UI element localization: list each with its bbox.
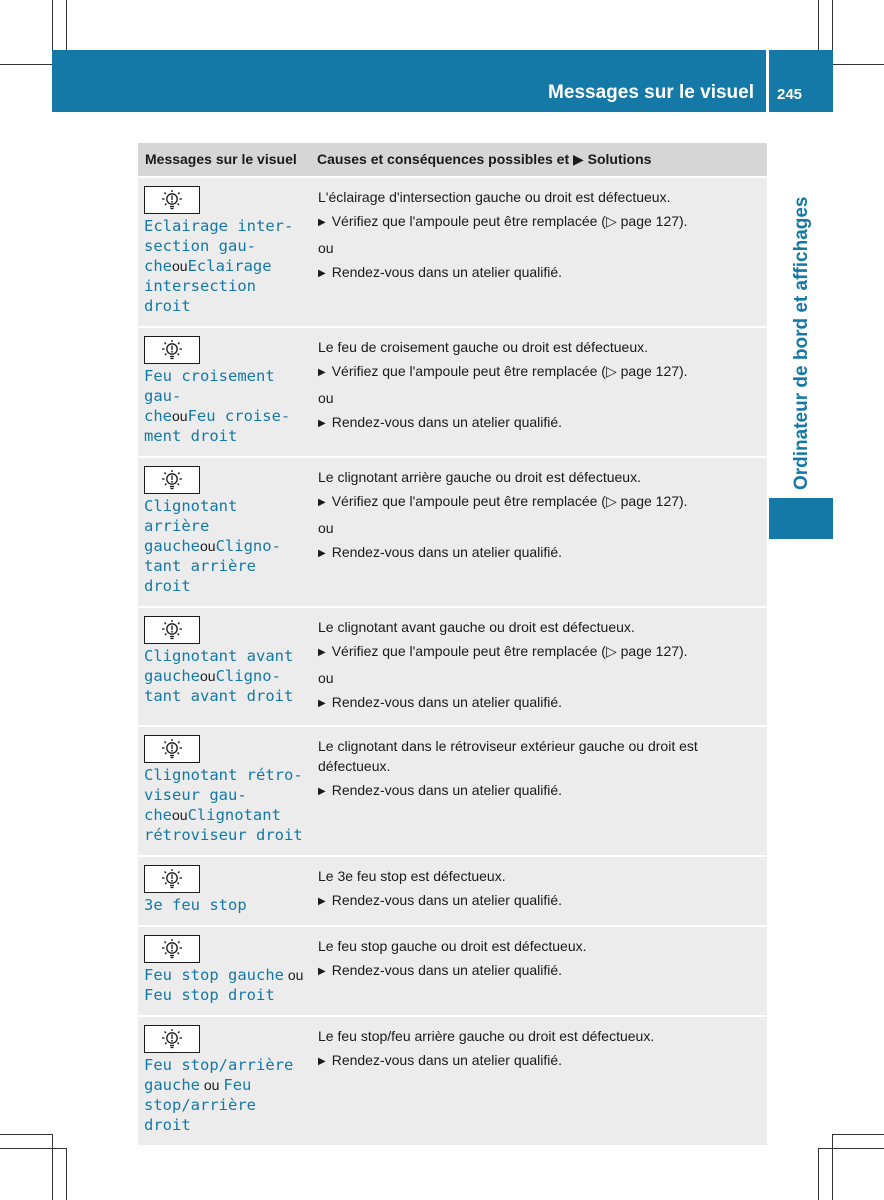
display-message-text: rétroviseur droit — [144, 826, 303, 844]
crop-mark — [818, 1148, 884, 1149]
lamp-warning-icon — [144, 1025, 200, 1053]
page-number: 245 — [777, 86, 803, 103]
crop-mark — [818, 0, 819, 50]
lamp-warning-icon — [144, 336, 200, 364]
message-cell — [138, 1016, 310, 1146]
message-line — [144, 556, 306, 596]
crop-mark — [66, 0, 67, 50]
display-message-text: che — [144, 257, 172, 275]
cause-cell — [310, 1016, 767, 1146]
lamp-warning-icon — [144, 466, 200, 494]
solution-step: ▶ Rendez-vous dans un atelier qualifié. — [318, 542, 759, 565]
lamp-warning-icon — [144, 935, 200, 963]
table-row — [138, 1016, 767, 1146]
message-cell — [138, 856, 310, 926]
connector-text: ou — [200, 668, 216, 684]
connector-text: ou — [172, 258, 188, 274]
header-divider — [766, 50, 769, 112]
message-line — [144, 765, 306, 785]
crop-mark — [0, 1134, 52, 1135]
table-row — [138, 926, 767, 1016]
message-line — [144, 426, 306, 446]
connector-text: ou — [318, 520, 334, 536]
connector-text: ou — [283, 967, 304, 983]
display-message-text: che — [144, 806, 172, 824]
connector-text: ou — [200, 1077, 224, 1093]
display-message-text: Clignotant rétro- — [144, 766, 303, 784]
column-header-causes: Causes et conséquences possibles et ▶ Solutions — [310, 143, 767, 177]
table-row — [138, 327, 767, 457]
solution-step: ▶ Rendez-vous dans un atelier qualifié. — [318, 412, 759, 435]
crop-mark — [0, 64, 52, 65]
display-message-text: Feu — [223, 1076, 252, 1094]
cause-cell — [310, 926, 767, 1016]
cause-cell — [310, 327, 767, 457]
solution-step: ▶ Rendez-vous dans un atelier qualifié. — [318, 1050, 759, 1073]
display-message-text: gauche — [144, 537, 200, 555]
display-message-text: Clignotant — [187, 806, 281, 824]
crop-mark — [832, 1134, 884, 1135]
message-line — [144, 646, 306, 666]
connector-text: ou — [200, 538, 216, 554]
solution-step: ▶ Rendez-vous dans un atelier qualifié. — [318, 780, 759, 803]
cause-text: Le feu stop/feu arrière gauche ou droit est défectueux. — [318, 1028, 655, 1044]
table-header-row — [138, 143, 767, 177]
display-message-text: Clignotant arrière — [144, 497, 238, 535]
connector-text: ou — [172, 807, 188, 823]
message-line — [144, 276, 306, 316]
solution-step: ▶ Vérifiez que l'ampoule peut être remplacée (▷ page 127). — [318, 491, 759, 514]
message-line — [144, 496, 306, 536]
solution-step: ▶ Vérifiez que l'ampoule peut être remplacée (▷ page 127). — [318, 361, 759, 384]
display-message-text: Feu stop/arrière — [144, 1056, 294, 1074]
message-line — [144, 216, 306, 236]
message-cell — [138, 926, 310, 1016]
crop-mark — [52, 0, 53, 50]
crop-mark — [66, 1148, 67, 1200]
message-line — [144, 686, 306, 706]
table-row — [138, 457, 767, 607]
solution-step: ▶ Vérifiez que l'ampoule peut être remplacée (▷ page 127). — [318, 211, 759, 234]
connector-text: ou — [318, 390, 334, 406]
message-cell — [138, 177, 310, 327]
table-row — [138, 607, 767, 726]
message-line — [144, 985, 306, 1005]
display-message-text: Cligno- — [215, 667, 281, 685]
cause-text: Le 3e feu stop est défectueux. — [318, 868, 506, 884]
message-cell — [138, 457, 310, 607]
crop-mark — [818, 1148, 819, 1200]
page-title: Messages sur le visuel — [548, 82, 754, 103]
chapter-tab-marker — [769, 498, 833, 539]
message-cell — [138, 327, 310, 457]
display-message-text: Eclairage — [187, 257, 272, 275]
message-line — [144, 236, 306, 256]
messages-table — [138, 143, 767, 1147]
cause-text: L'éclairage d'intersection gauche ou droit est défectueux. — [318, 189, 671, 205]
display-message-text: tant avant droit — [144, 687, 294, 705]
cause-text: Le feu stop gauche ou droit est défectueux. — [318, 938, 587, 954]
cause-text: Le feu de croisement gauche ou droit est défectueux. — [318, 339, 648, 355]
display-message-text: section gau- — [144, 237, 256, 255]
message-cell — [138, 607, 310, 726]
crop-mark — [832, 1134, 833, 1200]
solution-step: ▶ Rendez-vous dans un atelier qualifié. — [318, 262, 759, 285]
lamp-warning-icon — [144, 735, 200, 763]
table-row — [138, 726, 767, 856]
message-line — [144, 406, 306, 426]
lamp-warning-icon — [144, 616, 200, 644]
message-line — [144, 825, 306, 845]
display-message-text: gauche — [144, 1076, 200, 1094]
message-line — [144, 1075, 306, 1095]
cause-cell — [310, 177, 767, 327]
display-message-text: Eclairage inter- — [144, 217, 294, 235]
solution-step: ▶ Rendez-vous dans un atelier qualifié. — [318, 890, 759, 913]
cause-text: Le clignotant avant gauche ou droit est défectueux. — [318, 619, 635, 635]
table-row — [138, 177, 767, 327]
display-message-text: Feu stop droit — [144, 986, 275, 1004]
crop-mark — [833, 64, 884, 65]
message-cell — [138, 726, 310, 856]
cause-cell — [310, 457, 767, 607]
message-line — [144, 895, 306, 915]
column-header-messages: Messages sur le visuel — [138, 143, 310, 177]
cause-cell — [310, 856, 767, 926]
cause-text: Le clignotant dans le rétroviseur extérieur gauche ou droit est défectueux. — [318, 738, 698, 774]
display-message-text: viseur gau- — [144, 786, 247, 804]
message-line — [144, 785, 306, 805]
lamp-warning-icon — [144, 186, 200, 214]
crop-mark — [52, 1134, 53, 1200]
chapter-tab-label: Ordinateur de bord et affichages — [791, 196, 812, 490]
crop-mark — [0, 1148, 66, 1149]
connector-text: ou — [172, 408, 188, 424]
display-message-text: Feu stop gauche — [144, 966, 284, 984]
display-message-text: ment droit — [144, 427, 238, 445]
cause-text: Le clignotant arrière gauche ou droit est défectueux. — [318, 469, 641, 485]
message-line — [144, 1055, 306, 1075]
message-line — [144, 666, 306, 686]
display-message-text: Feu croise- — [187, 407, 291, 425]
display-message-text: 3e feu stop — [144, 896, 247, 914]
display-message-text: che — [144, 407, 172, 425]
connector-text: ou — [318, 670, 334, 686]
display-message-text: Clignotant avant — [144, 647, 294, 665]
solution-step: ▶ Rendez-vous dans un atelier qualifié. — [318, 692, 759, 715]
solution-step: ▶ Rendez-vous dans un atelier qualifié. — [318, 960, 759, 983]
message-line — [144, 1095, 306, 1135]
cause-cell — [310, 607, 767, 726]
cause-cell — [310, 726, 767, 856]
crop-mark — [832, 0, 833, 50]
display-message-text: tant arrière droit — [144, 557, 256, 595]
lamp-warning-icon — [144, 865, 200, 893]
message-line — [144, 965, 306, 985]
message-line — [144, 366, 306, 406]
message-line — [144, 805, 306, 825]
display-message-text: Cligno- — [215, 537, 281, 555]
display-message-text: intersection droit — [144, 277, 256, 315]
message-line — [144, 256, 306, 276]
connector-text: ou — [318, 240, 334, 256]
display-message-text: Feu croisement gau- — [144, 367, 275, 405]
display-message-text: stop/arrière droit — [144, 1096, 256, 1134]
solution-step: ▶ Vérifiez que l'ampoule peut être remplacée (▷ page 127). — [318, 641, 759, 664]
message-line — [144, 536, 306, 556]
table-row — [138, 856, 767, 926]
display-message-text: gauche — [144, 667, 200, 685]
